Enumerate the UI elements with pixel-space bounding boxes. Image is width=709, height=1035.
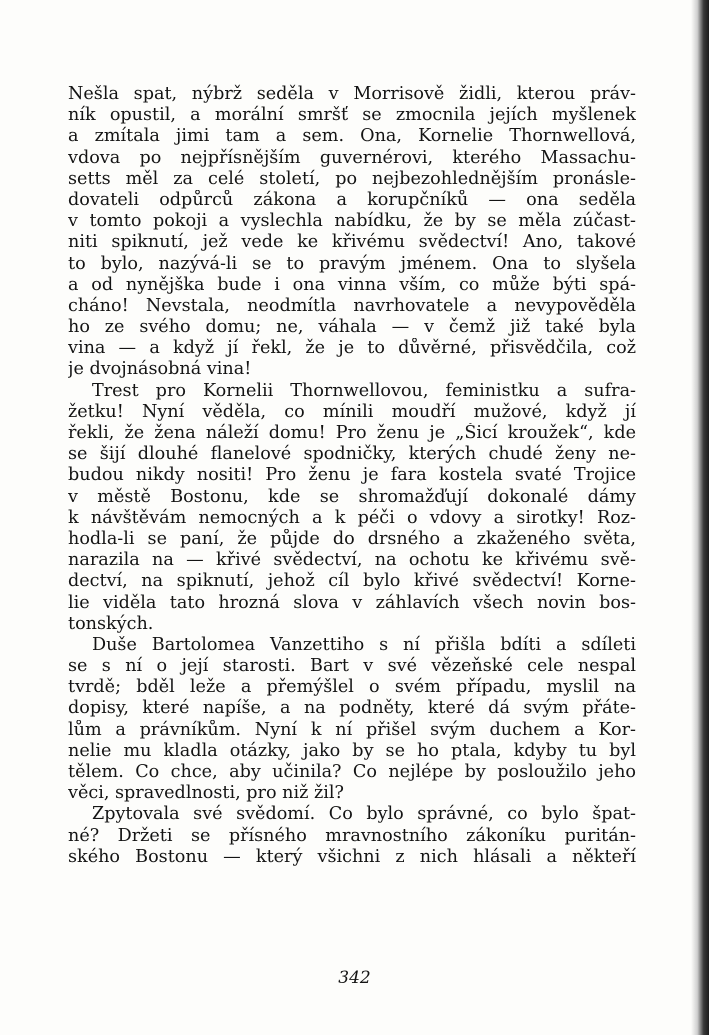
text-line: cháno! Nevstala, neodmítla navrhovatele a nevypověděla [68, 295, 636, 316]
page-number: 342 [338, 968, 371, 988]
text-line: dopisy, které napíše, a na podněty, které dá svým přáte- [68, 698, 636, 719]
text-line: se šijí dlouhé flanelové spodničky, kterých chudé ženy ne- [68, 444, 636, 465]
text-line: hodla-li se paní, že půjde do drsného a zkaženého světa, [68, 528, 636, 549]
text-line: a od nynějška bude i ona vinna vším, co může býti spá- [68, 274, 636, 295]
text-line: Nešla spat, nýbrž seděla v Morrisově židli, kterou práv- [68, 84, 636, 104]
text-line: řekli, že žena náleží domu! Pro ženu je „Šicí kroužek“, kde [68, 423, 636, 443]
page-edge-shadow [691, 0, 709, 1035]
text-line: narazila na — křivé svědectví, na ochotu ke křivému svě- [68, 550, 636, 571]
text-line: Trest pro Kornelii Thornwellovou, feministku a sufra- [92, 380, 636, 401]
text-line: se s ní o její starosti. Bart v své vězeňské cele nespal [68, 656, 636, 677]
text-line: lům a právníkům. Nyní k ní přišel svým duchem a Kor- [68, 719, 636, 740]
text-line: k návštěvám nemocných a k péči o vdovy a sirotky! Roz- [68, 507, 636, 528]
text-line: né? Držeti se přísného mravnostního zákoníku puritán- [68, 825, 636, 846]
text-line: tělem. Co chce, aby učinila? Co nejlépe by posloužilo jeho [68, 762, 636, 782]
text-line: to bylo, nazývá-li se to pravým jménem. Ona to slyšela [68, 253, 636, 274]
body-text [68, 84, 636, 868]
text-line: ník opustil, a morální smršť se zmocnila jejích myšlenek [68, 105, 636, 126]
paragraph [68, 804, 636, 868]
paragraph [68, 84, 636, 381]
text-line: tonských. [68, 613, 154, 634]
text-line: žetku! Nyní věděla, co mínili moudří mužové, když jí [68, 401, 636, 422]
text-line: a zmítala jimi tam a sem. Ona, Kornelie Thornwellová, [68, 126, 636, 147]
paragraph [68, 635, 636, 805]
text-line: v městě Bostonu, kde se shromažďují dokonalé dámy [68, 486, 636, 507]
text-line: ho ze svého domu; ne, váhala — v čemž již také byla [68, 317, 636, 338]
text-line: dovateli odpůrců zákona a korupčníků — ona seděla [68, 189, 636, 210]
text-line: Zpytovala své svědomí. Co bylo správné, co bylo špat- [92, 804, 636, 825]
text-line: budou nikdy nositi! Pro ženu je fara kostela svaté Trojice [68, 465, 636, 486]
text-line: vdova po nejpřísnějším guvernérovi, kterého Massachu- [68, 147, 636, 168]
text-line: vina — a když jí řekl, že je to důvěrné, přisvědčila, což [68, 338, 636, 359]
text-line: nelie mu kladla otázky, jako by se ho ptala, kdyby tu byl [68, 740, 636, 761]
text-line: dectví, na spiknutí, jehož cíl bylo křivé svědectví! Korne- [68, 571, 636, 592]
text-line: je dvojnásobná vina! [68, 359, 252, 380]
text-line: ského Bostonu — který všichni z nich hlásali a někteří [68, 846, 636, 867]
text-line: niti spiknutí, jež vede ke křivému svědectví! Ano, takové [68, 232, 636, 253]
text-line: v tomto pokoji a vyslechla nabídku, že by se měla zúčast- [68, 211, 636, 232]
text-line: setts měl za celé století, po nejbezohlednějším pronásle- [68, 168, 636, 189]
text-line: Duše Bartolomea Vanzettiho s ní přišla bdíti a sdíleti [92, 634, 636, 655]
text-line: lie viděla tato hrozná slova v záhlavích všech novin bos- [68, 592, 636, 613]
text-line: tvrdě; bděl leže a přemýšlel o svém případu, myslil na [68, 677, 636, 698]
paragraph [68, 381, 636, 635]
text-line: věci, spravedlnosti, pro niž žil? [68, 783, 344, 804]
